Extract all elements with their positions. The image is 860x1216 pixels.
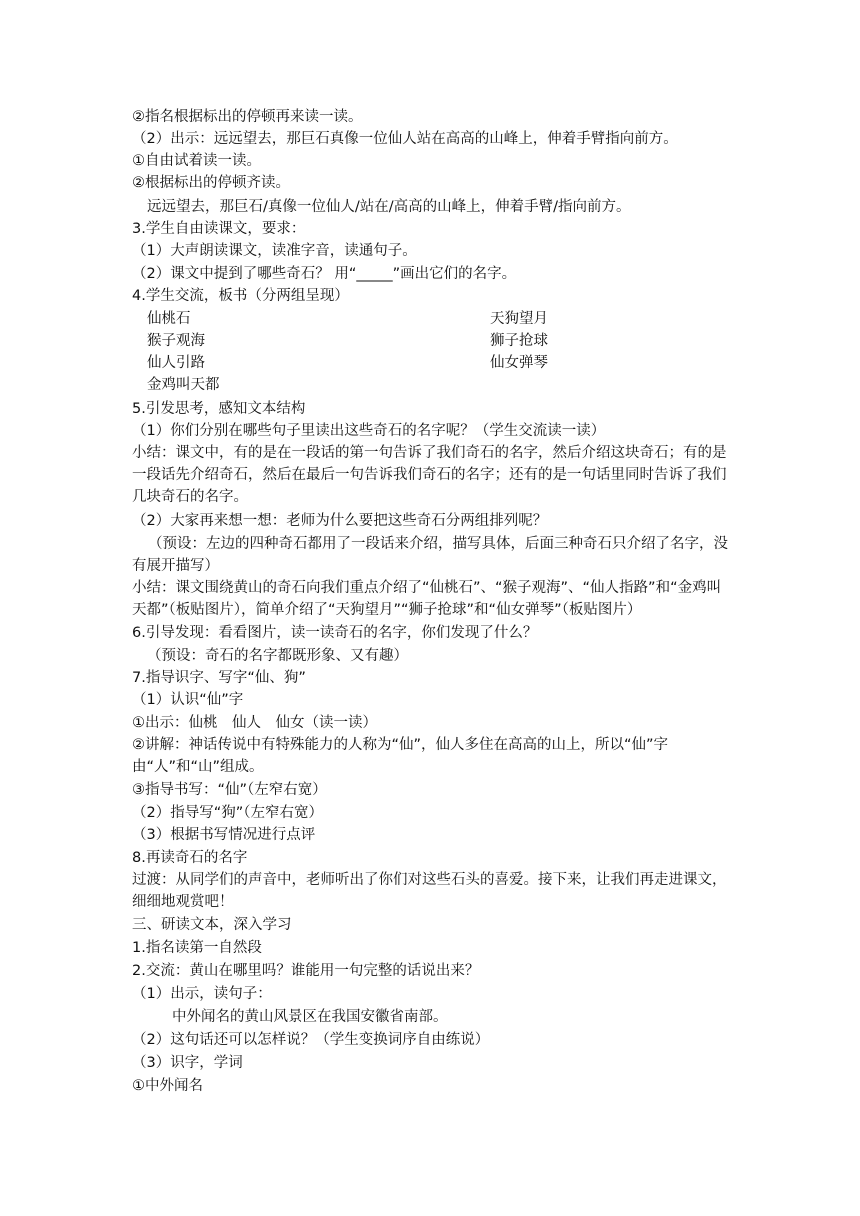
text-line: ①中外闻名 (132, 1078, 203, 1094)
board-item: 猴子观海 (147, 333, 205, 349)
text-paragraph: （预设：左边的四种奇石都用了一段话来介绍，描写具体，后面三种奇石只介绍了名字，没有展开描写） (132, 536, 728, 574)
text-line: （1）你们分别在哪些句子里读出这些奇石的名字呢？（学生交流读一读） (132, 423, 606, 439)
text-line: 远远望去，那巨石/真像一位仙人/站在/高高的山峰上，伸着手臂/指向前方。 (147, 199, 631, 215)
board-item: 金鸡叫天都 (147, 377, 220, 393)
section-heading: 8.再读奇石的名字 (132, 850, 248, 866)
section-heading: 1.指名读第一自然段 (132, 940, 262, 956)
text-line: （3）根据书写情况进行点评 (132, 827, 316, 843)
text-line: （1）大声朗读课文，读准字音，读通句子。 (132, 243, 417, 259)
text-line: （3）识字，学词 (132, 1055, 243, 1071)
section-heading: 2.交流：黄山在哪里吗？谁能用一句完整的话说出来？ (132, 963, 480, 979)
text-paragraph: 过渡：从同学们的声音中，老师听出了你们对这些石头的喜爱。接下来，让我们再走进课文，细细地观赏吧！ (132, 872, 727, 910)
board-item: 仙人引路 (147, 355, 205, 371)
board-row (147, 330, 757, 352)
section-heading: 4.学生交流，板书（分两组呈现） (132, 288, 349, 304)
text-line: （2）课文中提到了哪些奇石？ 用“_____”画出它们的名字。 (132, 266, 517, 282)
board-item: 仙女弹琴 (490, 355, 548, 371)
text-line: （1）出示，读句子： (132, 986, 272, 1002)
board-item: 仙桃石 (147, 311, 191, 327)
text-line: ③指导书写：“仙”（左窄右宽） (132, 782, 327, 798)
section-heading: 5.引发思考，感知文本结构 (132, 401, 306, 417)
text-line: 中外闻名的黄山风景区在我国安徽省南部。 (172, 1009, 448, 1025)
section-heading: 6.引导发现：看看图片，读一读奇石的名字，你们发现了什么？ (132, 625, 538, 641)
section-heading: 3.学生自由读课文，要求： (132, 221, 306, 237)
text-line: ①自由试着读一读。 (132, 153, 261, 169)
board-row (147, 352, 757, 374)
text-paragraph: ②讲解：神话传说中有特殊能力的人称为“仙”，仙人多住在高高的山上，所以“仙”字由“人”和“山”组成。 (132, 737, 669, 775)
text-line: （2）指导写“狗”（左窄右宽） (132, 805, 323, 821)
text-line: （2）出示：远远望去，那巨石真像一位仙人站在高高的山峰上，伸着手臂指向前方。 (132, 131, 678, 147)
board-item: 狮子抢球 (490, 333, 548, 349)
board-row (147, 374, 757, 396)
text-paragraph: 小结：课文中，有的是在一段话的第一句告诉了我们奇石的名字，然后介绍这块奇石；有的是一段话先介绍奇石，然后在最后一句告诉我们奇石的名字；还有的是一句话里同时告诉了我们几块奇石的名字。 (132, 445, 727, 505)
section-heading: 7.指导识字、写字“仙、狗” (132, 670, 306, 686)
text-line: ①出示：仙桃 仙人 仙女（读一读） (132, 715, 377, 731)
text-line: （1）认识“仙”字 (132, 692, 244, 708)
text-line: ②根据标出的停顿齐读。 (132, 175, 290, 191)
text-line: （2）这句话还可以怎样说？（学生变换词序自由练说） (132, 1032, 490, 1048)
text-paragraph: 小结：课文围绕黄山的奇石向我们重点介绍了“仙桃石”、“猴子观海”、“仙人指路”和“金鸡叫天都”（板贴图片），简单介绍了“天狗望月”“狮子抢球”和“仙女弹琴”（板贴图片） (132, 580, 722, 618)
section-heading: 三、研读文本，深入学习 (132, 917, 292, 933)
text-line: ②指名根据标出的停顿再来读一读。 (132, 109, 363, 125)
board-item: 天狗望月 (490, 311, 548, 327)
text-line: （预设：奇石的名字都既形象、又有趣） (147, 648, 408, 664)
text-line: （2）大家再来想一想：老师为什么要把这些奇石分两组排列呢？ (132, 513, 548, 529)
board-row (147, 308, 757, 330)
